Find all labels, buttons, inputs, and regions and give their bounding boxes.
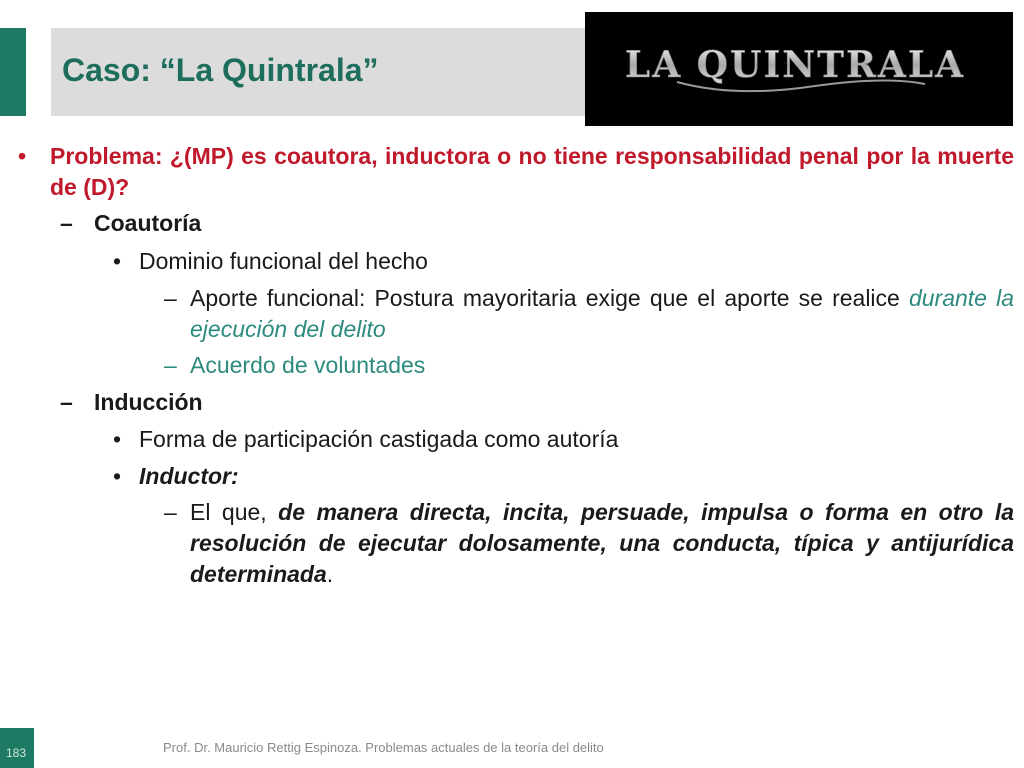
aporte-text-a: Aporte funcional: Postura mayoritaria exige que el aporte se realice [190, 285, 909, 311]
dash-marker: – [60, 210, 73, 236]
el-que-c: . [326, 561, 334, 587]
dot-marker: • [113, 463, 122, 489]
forma-item [113, 424, 1013, 455]
quintrala-logo [585, 12, 1013, 126]
dash-marker: – [164, 499, 177, 525]
dominio-item [113, 246, 1013, 277]
aporte-item [164, 283, 1014, 345]
slide-title: Caso: “La Quintrala” [62, 52, 379, 88]
dot-marker: • [113, 426, 122, 452]
aporte-emphasis: durante la ejecución del delito [190, 285, 1014, 342]
acuerdo-text: Acuerdo de voluntades [190, 352, 426, 378]
title-accent-bar [0, 28, 26, 116]
logo-wordmark: LA QUINTRALA [624, 44, 966, 86]
dominio-text: Dominio funcional del hecho [139, 248, 428, 274]
el-que-a: El que, [190, 499, 279, 525]
aporte-text [190, 283, 1014, 345]
dash-marker: – [164, 352, 177, 378]
bullet-marker: • [18, 143, 27, 169]
page-number-box [0, 728, 34, 768]
page-number: 183 [6, 746, 27, 760]
dash-marker: – [60, 389, 73, 415]
acuerdo-item [164, 350, 1014, 381]
el-que-emphasis: de manera directa, incita, persuade, impulsa o forma en otro la resolución de ejecutar dolosamente, una conducta, típica y antijurídica determinada [190, 499, 1015, 587]
coautoria-item [60, 208, 1014, 239]
el-que-text [190, 497, 1014, 590]
induccion-item [60, 387, 1014, 418]
coautoria-text: Coautoría [94, 210, 202, 236]
el-que-item [164, 497, 1014, 590]
problem-bullet [18, 141, 1014, 203]
problem-text: Problema: ¿(MP) es coautora, inductora o no tiene responsabilidad penal por la muerte de (D)? [50, 143, 1014, 200]
quintrala-logo-icon [585, 12, 1013, 126]
induccion-text: Inducción [94, 389, 203, 415]
footer-credit: Prof. Dr. Mauricio Rettig Espinoza. Problemas actuales de la teoría del delito [163, 740, 604, 755]
inductor-item [113, 461, 1013, 492]
inductor-text: Inductor: [139, 463, 239, 489]
forma-text: Forma de participación castigada como autoría [139, 426, 619, 452]
dash-marker: – [164, 285, 177, 311]
dot-marker: • [113, 248, 122, 274]
